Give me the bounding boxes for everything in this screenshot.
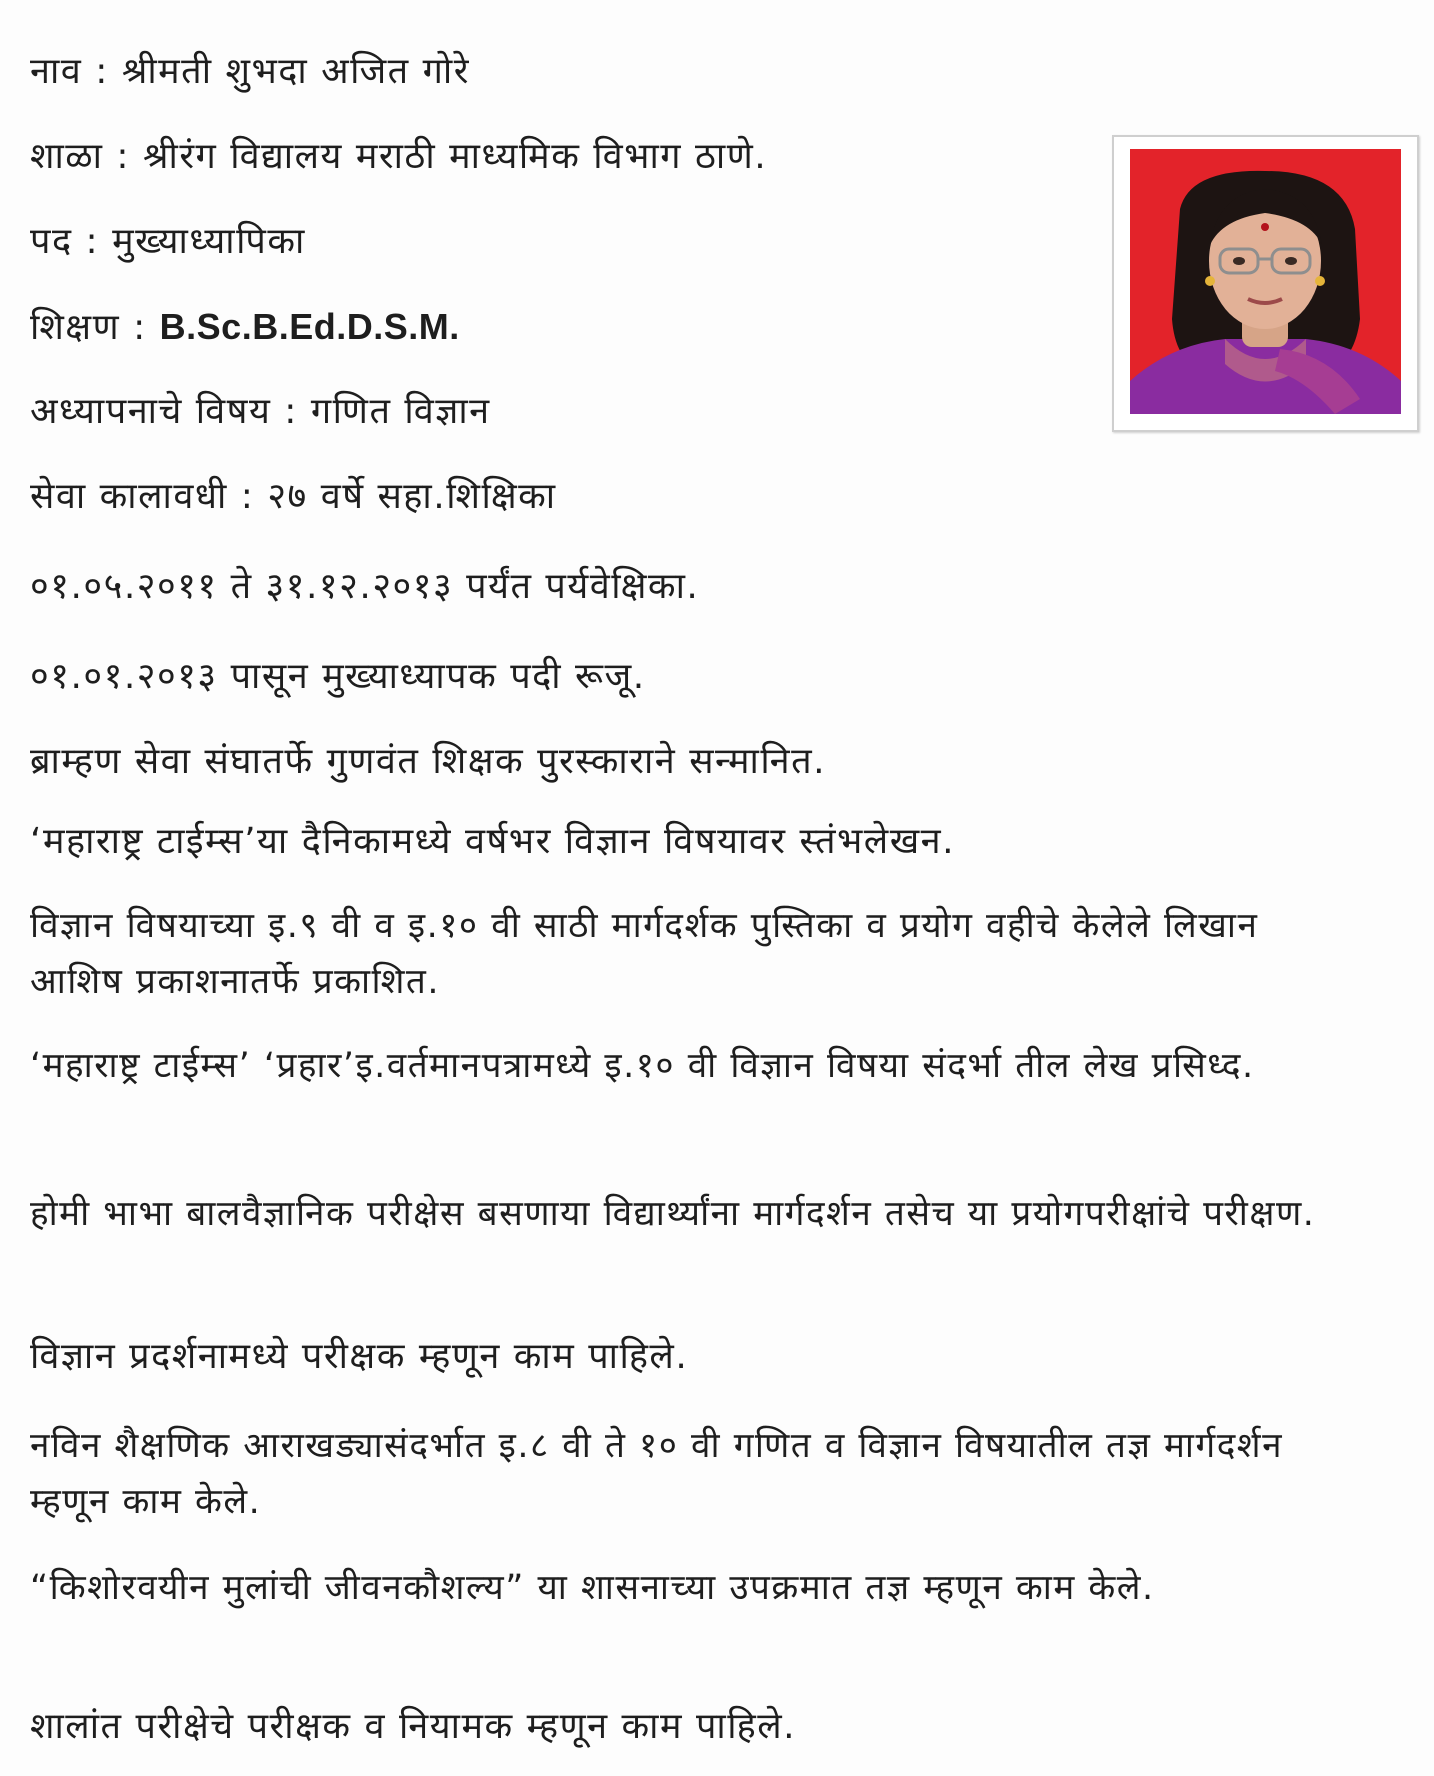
subjects-line: अध्यापनाचे विषय : गणित विज्ञान — [30, 391, 491, 432]
achievement-item: विज्ञान प्रदर्शनामध्ये परीक्षक म्हणून काम पाहिले. — [30, 1336, 689, 1377]
achievement-item: शालांत परीक्षेचे परीक्षक व नियामक म्हणून काम पाहिले. — [30, 1706, 797, 1747]
service-line: सेवा कालावधी : २७ वर्षे सहा.शिक्षिका — [30, 476, 557, 517]
achievement-item: ब्राम्हण सेवा संघातर्फे गुणवंत शिक्षक पुरस्काराने सन्मानित. — [30, 741, 827, 782]
achievement-item: होमी भाभा बालवैज्ञानिक परीक्षेस बसणाया विद्यार्थ्यांना मार्गदर्शन तसेच या प्रयोगपरीक्षांचे परीक्षण. — [30, 1194, 1316, 1234]
name-line: नाव : श्रीमती शुभदा अजित गोरे — [30, 51, 470, 92]
achievement-item: ‘महाराष्ट्र टाईम्स’ ‘प्रहार’इ.वर्तमानपत्रामध्ये इ.१० वी विज्ञान विषया संदर्भा तील लेख प्रसिध्द. — [30, 1046, 1255, 1086]
achievement-item: विज्ञान विषयाच्या इ.९ वी व इ.१० वी साठी मार्गदर्शक पुस्तिका व प्रयोग वहीचे केलेले लिखान आशिष प्रकाशनातर्फे प्रकाशित. — [30, 906, 1259, 1002]
achievement-item: “किशोरवयीन मुलांची जीवनकौशल्य” या शासनाच्या उपक्रमात तज्ञ म्हणून काम केले. — [30, 1568, 1155, 1608]
school-line: शाळा : श्रीरंग विद्यालय मराठी माध्यमिक विभाग ठाणे. — [30, 136, 768, 177]
supervisor-line: ०१.०५.२०११ ते ३१.१२.२०१३ पर्यंत पर्यवेक्षिका. — [30, 566, 700, 607]
post-line: पद : मुख्याध्यापिका — [30, 221, 306, 262]
portrait-illustration — [1130, 149, 1401, 414]
portrait-photo-frame — [1112, 135, 1419, 432]
education-line — [30, 305, 460, 350]
education-label: शिक्षण : — [30, 307, 147, 348]
education-value: B.Sc.B.Ed.D.S.M. — [159, 306, 460, 347]
achievement-item: नविन शैक्षणिक आराखड्यासंदर्भात इ.८ वी ते १० वी गणित व विज्ञान विषयातील तज्ञ मार्गदर्शन म्हणून काम केले. — [30, 1426, 1284, 1522]
portrait-photo — [1130, 149, 1401, 414]
achievement-item: ‘महाराष्ट्र टाईम्स’या दैनिकामध्ये वर्षभर विज्ञान विषयावर स्तंभलेखन. — [30, 821, 956, 862]
headmistress-line: ०१.०१.२०१३ पासून मुख्याध्यापक पदी रूजू. — [30, 656, 646, 697]
